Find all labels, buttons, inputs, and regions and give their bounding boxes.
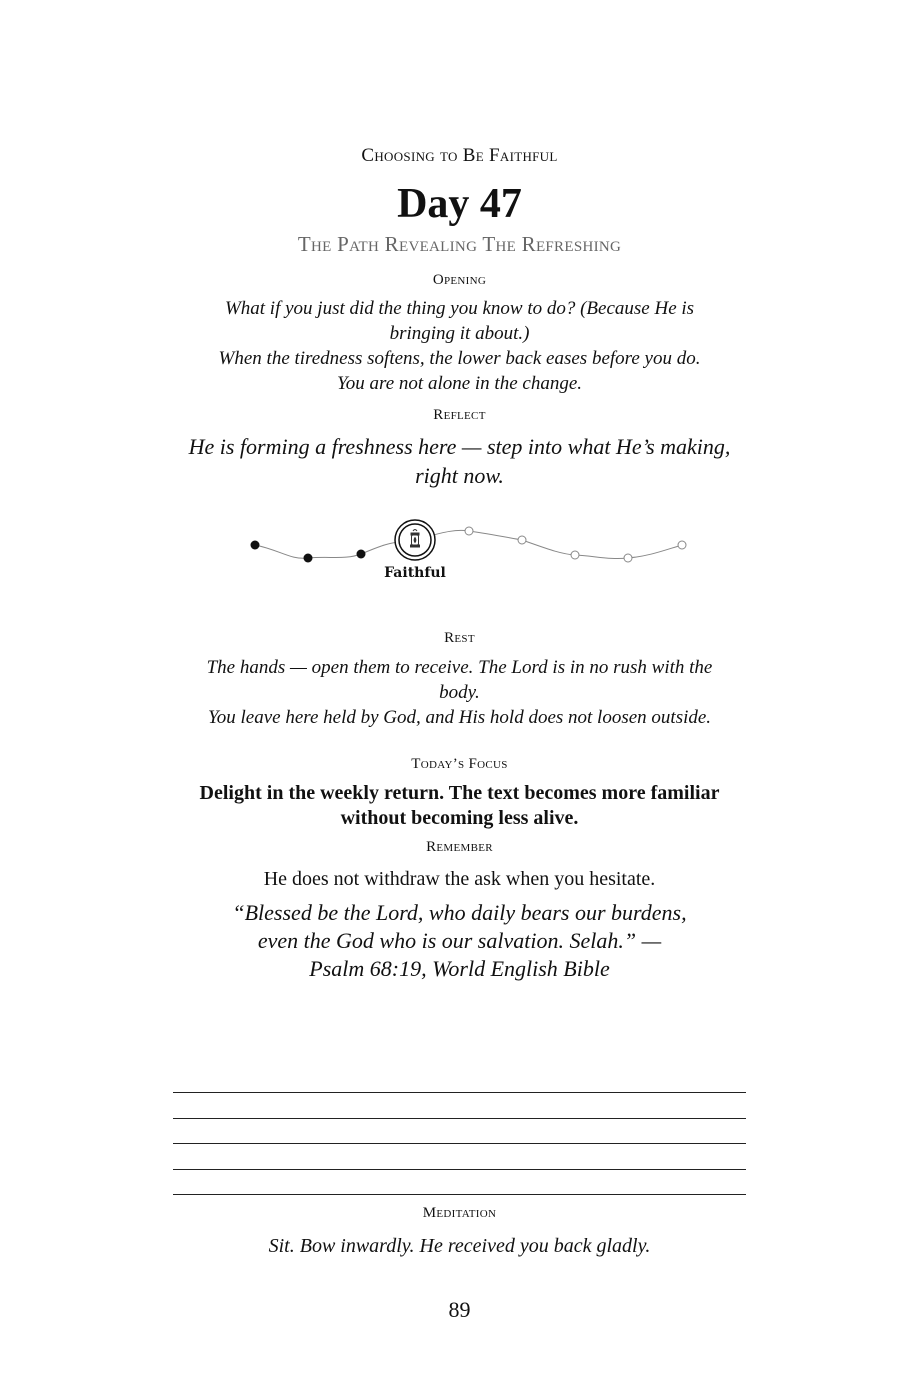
journey-step-completed	[251, 541, 260, 550]
opening-line: bringing it about.)	[389, 323, 530, 344]
journey-step-upcoming	[678, 541, 686, 549]
meditation-text: Sit. Bow inwardly. He received you back gladly.	[268, 1235, 651, 1257]
opening-line: What if you just did the thing you know to do? (Because He is	[224, 298, 695, 319]
journal-line[interactable]	[173, 1118, 746, 1119]
opening-line: When the tiredness softens, the lower back eases before you do.	[218, 348, 701, 369]
journal-line[interactable]	[173, 1092, 746, 1093]
journal-line[interactable]	[173, 1194, 746, 1195]
journey-current-label: Faithful	[384, 565, 446, 581]
journal-lines[interactable]	[173, 1092, 746, 1220]
focus-line: without becoming less alive.	[340, 807, 579, 829]
focus-line: Delight in the weekly return. The text becomes more familiar	[199, 782, 720, 804]
opening-text	[0, 296, 919, 396]
verse-line: “Blessed be the Lord, who daily bears our burdens,	[232, 900, 687, 925]
reflect-label: Reflect	[433, 407, 486, 423]
rest-text	[0, 655, 919, 730]
day-title: Day 47	[397, 181, 522, 227]
rest-line: The hands — open them to receive. The Lord is in no rush with the	[206, 657, 713, 678]
journey-step-upcoming	[518, 536, 526, 544]
journey-step-completed	[357, 550, 366, 559]
remember-label: Remember	[426, 839, 493, 855]
focus-text	[0, 781, 919, 831]
rest-line: You leave here held by God, and His hold does not loosen outside.	[207, 707, 712, 728]
verse-line: even the God who is our salvation. Selah.” —	[257, 928, 662, 953]
remember-text: He does not withdraw the ask when you hesitate.	[263, 868, 656, 890]
verse-line: Psalm 68:19, World English Bible	[309, 956, 610, 981]
journey-step-upcoming	[571, 551, 579, 559]
reflect-line: He is forming a freshness here — step into what He’s making,	[188, 434, 731, 459]
meditation-label: Meditation	[422, 1205, 497, 1221]
day-subtitle: The Path Revealing The Refreshing	[297, 232, 622, 256]
journal-line[interactable]	[173, 1143, 746, 1144]
journey-path	[230, 510, 710, 590]
journey-step-completed	[304, 554, 313, 563]
journey-step-upcoming	[624, 554, 632, 562]
page-number: 89	[448, 1297, 471, 1322]
rest-label: Rest	[444, 630, 475, 646]
reflect-line: right now.	[415, 463, 504, 488]
scripture-quote	[0, 899, 919, 983]
focus-label: Today’s Focus	[411, 756, 508, 772]
opening-line: You are not alone in the change.	[336, 373, 583, 394]
series-title: Choosing to Be Faithful	[361, 145, 558, 166]
journey-step-current	[395, 520, 435, 560]
opening-label: Opening	[432, 272, 487, 288]
journal-line[interactable]	[173, 1169, 746, 1170]
rest-line: body.	[439, 682, 480, 703]
journey-step-upcoming	[465, 527, 473, 535]
reflect-text	[0, 432, 919, 490]
